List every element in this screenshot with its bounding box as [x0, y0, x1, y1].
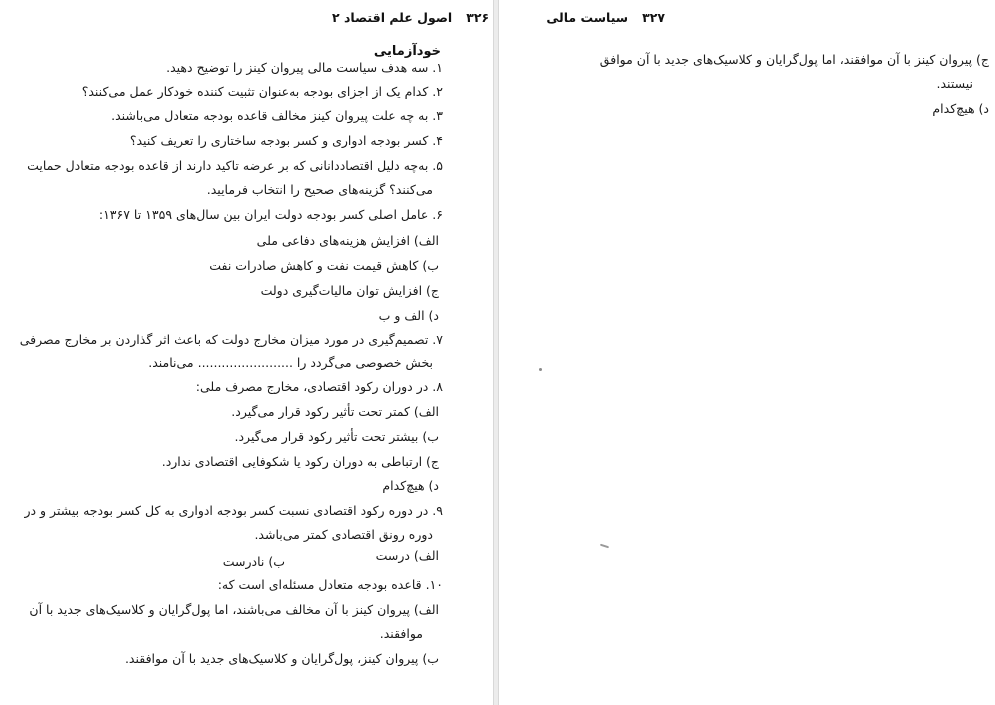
scan-speck — [539, 368, 542, 371]
left-page-header — [332, 10, 489, 25]
option-8d: د) هیچ‌کدام — [382, 478, 439, 493]
option-8a: الف) کمتر تحت تأثیر رکود قرار می‌گیرد. — [231, 404, 439, 419]
page-number: ۳۲۷ — [642, 10, 665, 25]
option-10c-line-2: نیستند. — [936, 76, 973, 91]
page-number: ۳۲۶ — [466, 10, 490, 25]
question-2: ۲. کدام یک از اجزای بودجه به‌عنوان تثبیت کننده خودکار عمل می‌کنند؟ — [81, 84, 443, 99]
option-10b: ب) پیروان کینز، پول‌گرایان و کلاسیک‌های جدید با آن موافقند. — [124, 651, 439, 666]
option-10a-line-1: الف) پیروان کینز با آن مخالف می‌باشند، اما پول‌گرایان و کلاسیک‌های جدید با آن — [29, 602, 439, 617]
section-title: خودآزمایی — [373, 44, 441, 59]
option-6d: د) الف و ب — [378, 308, 439, 323]
right-page-header — [546, 10, 665, 25]
option-10a-line-2: موافقند. — [379, 626, 423, 641]
option-6c: ج) افزایش توان مالیات‌گیری دولت — [260, 283, 439, 298]
question-5-line-2: می‌کنند؟ گزینه‌های صحیح را انتخاب فرمایید. — [206, 182, 433, 197]
running-title: اصول علم اقتصاد ۲ — [332, 10, 453, 25]
option-9-alef: الف) درست — [375, 548, 439, 563]
question-9-line-1: ۹. در دوره رکود اقتصادی نسبت کسر بودجه ادواری به کل کسر بودجه بیشتر و در — [24, 503, 443, 518]
question-10: ۱۰. قاعده بودجه متعادل مسئله‌ای است که: — [217, 577, 443, 592]
question-7-line-1: ۷. تصمیم‌گیری در مورد میزان مخارج دولت که باعث اثر گذاردن بر مخارج مصرفی — [19, 332, 443, 347]
question-6: ۶. عامل اصلی کسر بودجه دولت ایران بین سال‌های ۱۳۵۹ تا ۱۳۶۷: — [98, 207, 443, 222]
option-9-be: ب) نادرست — [222, 554, 285, 569]
option-6a: الف) افزایش هزینه‌های دفاعی ملی — [256, 233, 439, 248]
left-page — [0, 0, 494, 705]
scan-mark — [600, 544, 609, 549]
option-8c: ج) ارتباطی به دوران رکود یا شکوفایی اقتصادی ندارد. — [161, 454, 439, 469]
question-4: ۴. کسر بودجه ادواری و کسر بودجه ساختاری را تعریف کنید؟ — [129, 133, 443, 148]
option-10c-line-1: ج) پیروان کینز با آن موافقند، اما پول‌گرایان و کلاسیک‌های جدید با آن موافق — [599, 52, 989, 67]
running-title: سیاست مالی — [546, 10, 629, 25]
question-7-line-2: بخش خصوصی می‌گردد را ........................ می‌نامند. — [148, 355, 433, 370]
option-10d: د) هیچ‌کدام — [932, 101, 989, 116]
question-5-line-1: ۵. به‌چه دلیل اقتصاددانانی که بر عرضه تاکید دارند از قاعده بودجه متعادل حمایت — [27, 158, 443, 173]
question-8: ۸. در دوران رکود اقتصادی، مخارج مصرف ملی: — [195, 379, 443, 394]
right-page — [498, 0, 995, 705]
option-6b: ب) کاهش قیمت نفت و کاهش صادرات نفت — [209, 258, 439, 273]
option-8b: ب) بیشتر تحت تأثیر رکود قرار می‌گیرد. — [234, 429, 439, 444]
question-1: ۱. سه هدف سیاست مالی پیروان کینز را توضیح دهید. — [166, 60, 443, 75]
question-9-line-2: دوره رونق اقتصادی کمتر می‌باشد. — [254, 527, 433, 542]
question-3: ۳. به چه علت پیروان کینز مخالف قاعده بودجه متعادل می‌باشند. — [111, 108, 443, 123]
